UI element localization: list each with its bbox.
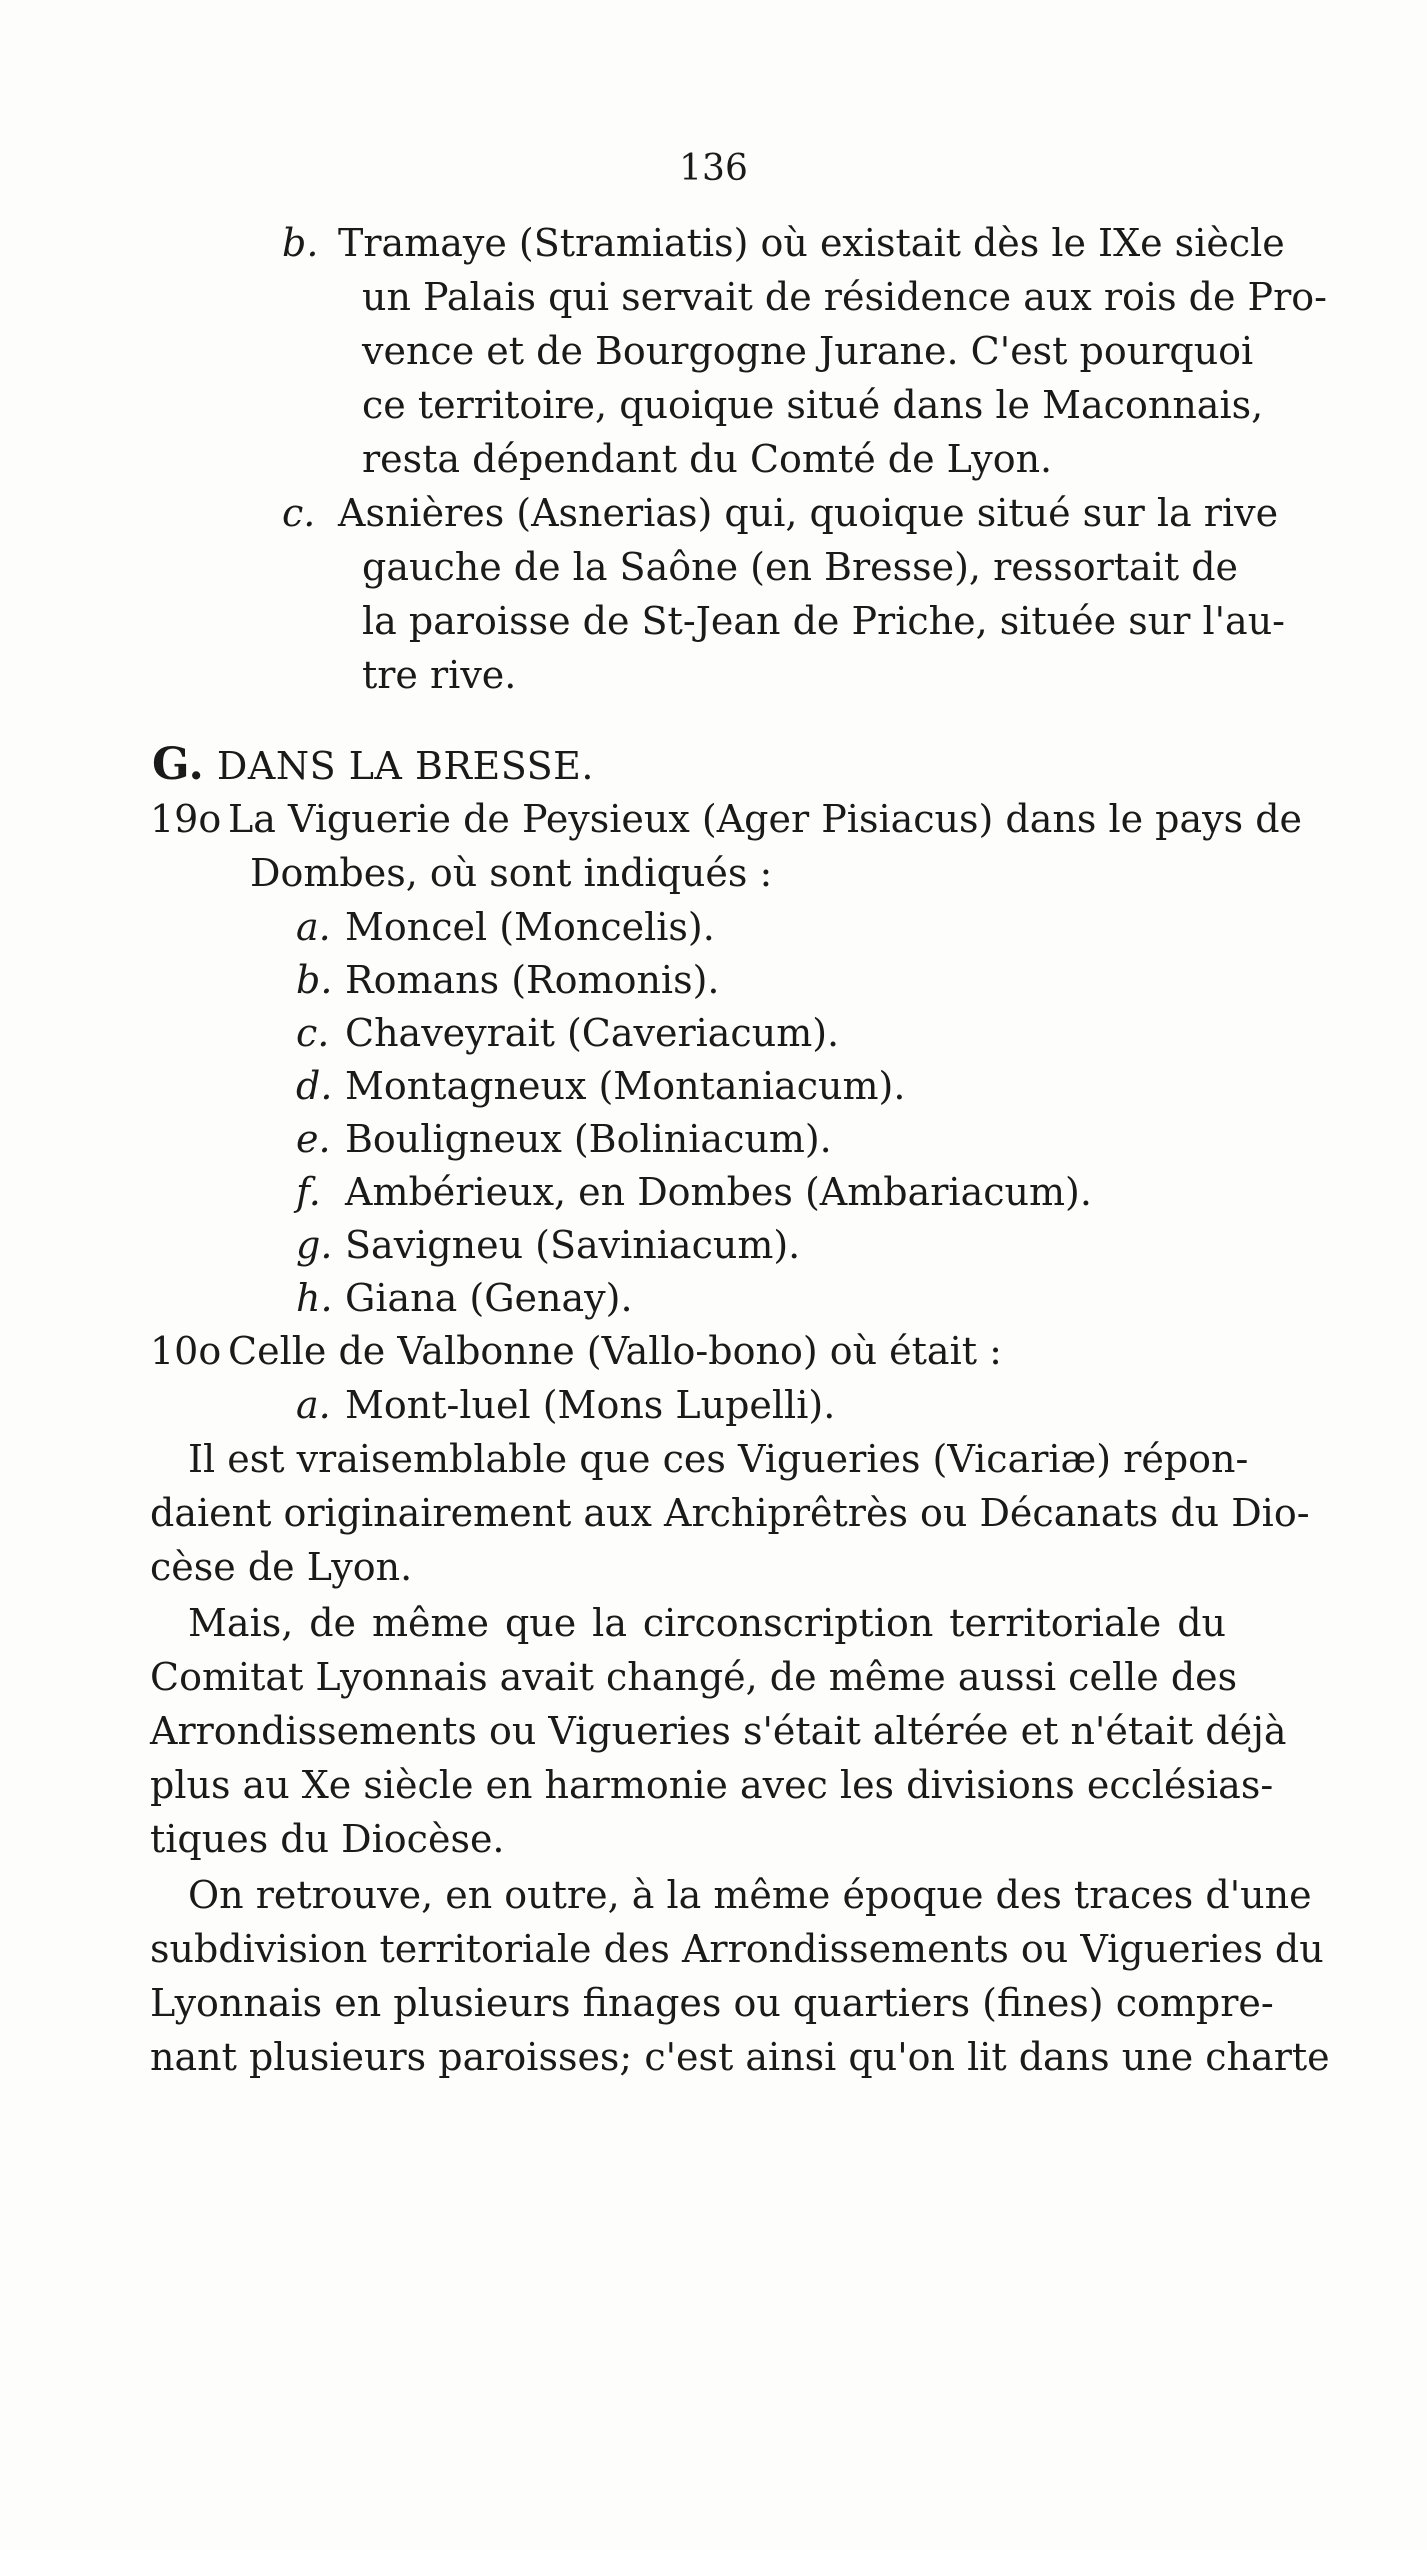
entry-label: f. [296,1170,321,1214]
text-line: Il est vraisemblable que ces Vigueries (Vicariæ) répon- [188,1437,1249,1481]
text-line: La Viguerie de Peysieux (Ager Pisiacus) dans le pays de [228,797,1303,841]
text-line: Arrondissements ou Vigueries s'était altérée et n'était déjà [150,1709,1287,1753]
text-line: cèse de Lyon. [150,1545,413,1589]
entry-label: a. [296,905,331,949]
entry-label: g. [296,1223,333,1267]
entry-text: Ambérieux, en Dombes (Ambariacum). [345,1170,1092,1214]
entry-label: c. [282,491,316,535]
item-number: 19o [150,797,222,841]
entry-label: a. [296,1383,331,1427]
entry-text: Moncel (Moncelis). [345,905,715,949]
text-line: Comitat Lyonnais avait changé, de même aussi celle des [150,1655,1238,1699]
entry-label: c. [296,1011,330,1055]
entry-label: e. [296,1117,331,1161]
entry-text: Savigneu (Saviniacum). [345,1223,801,1267]
text-line: Dombes, où sont indiqués : [250,851,773,895]
text-line: gauche de la Saône (en Bresse), ressortait de [362,545,1239,589]
text-line: vence et de Bourgogne Jurane. C'est pourquoi [362,329,1254,373]
heading-letter: G. [152,739,205,790]
text-line: tiques du Diocèse. [150,1817,505,1861]
text-line: ce territoire, quoique situé dans le Maconnais, [362,383,1264,427]
entry-text: Bouligneux (Boliniacum). [345,1117,832,1161]
text-line: Asnières (Asnerias) qui, quoique situé sur la rive [338,491,1279,535]
text-line: plus au Xe siècle en harmonie avec les divisions ecclésias- [150,1763,1274,1807]
text-line: Tramaye (Stramiatis) où existait dès le IXe siècle [338,221,1285,265]
text-line: Celle de Valbonne (Vallo-bono) où était : [228,1329,1002,1373]
text-line: nant plusieurs paroisses; c'est ainsi qu'on lit dans une charte [150,2035,1330,2079]
text-line: subdivision territoriale des Arrondissements ou Vigueries du [150,1927,1324,1971]
text-line: Lyonnais en plusieurs finages ou quartiers (fines) compre- [150,1981,1274,2025]
entry-text: Chaveyrait (Caveriacum). [345,1011,840,1055]
entry-label: b. [296,958,333,1002]
text-line: un Palais qui servait de résidence aux rois de Pro- [362,275,1327,319]
entry-text: Mont-luel (Mons Lupelli). [345,1383,836,1427]
entry-label: b. [282,221,319,265]
text-line: resta dépendant du Comté de Lyon. [362,437,1053,481]
entry-text: Montagneux (Montaniacum). [345,1064,906,1108]
heading-text: DANS LA BRESSE. [216,744,594,788]
entry-text: Romans (Romonis). [345,958,720,1002]
entry-text: Giana (Genay). [345,1276,633,1320]
text-line: la paroisse de St-Jean de Priche, située sur l'au- [362,599,1286,643]
page-number: 136 [679,148,748,189]
entry-label: h. [296,1276,333,1320]
entry-label: d. [296,1064,333,1108]
text-line: On retrouve, en outre, à la même époque des traces d'une [188,1873,1312,1917]
text-line: tre rive. [362,653,517,697]
item-number: 10o [150,1329,222,1373]
text-line: daient originairement aux Archiprêtrès ou Décanats du Dio- [150,1491,1310,1535]
text-line: Mais, de même que la circonscription territoriale du [188,1601,1226,1645]
